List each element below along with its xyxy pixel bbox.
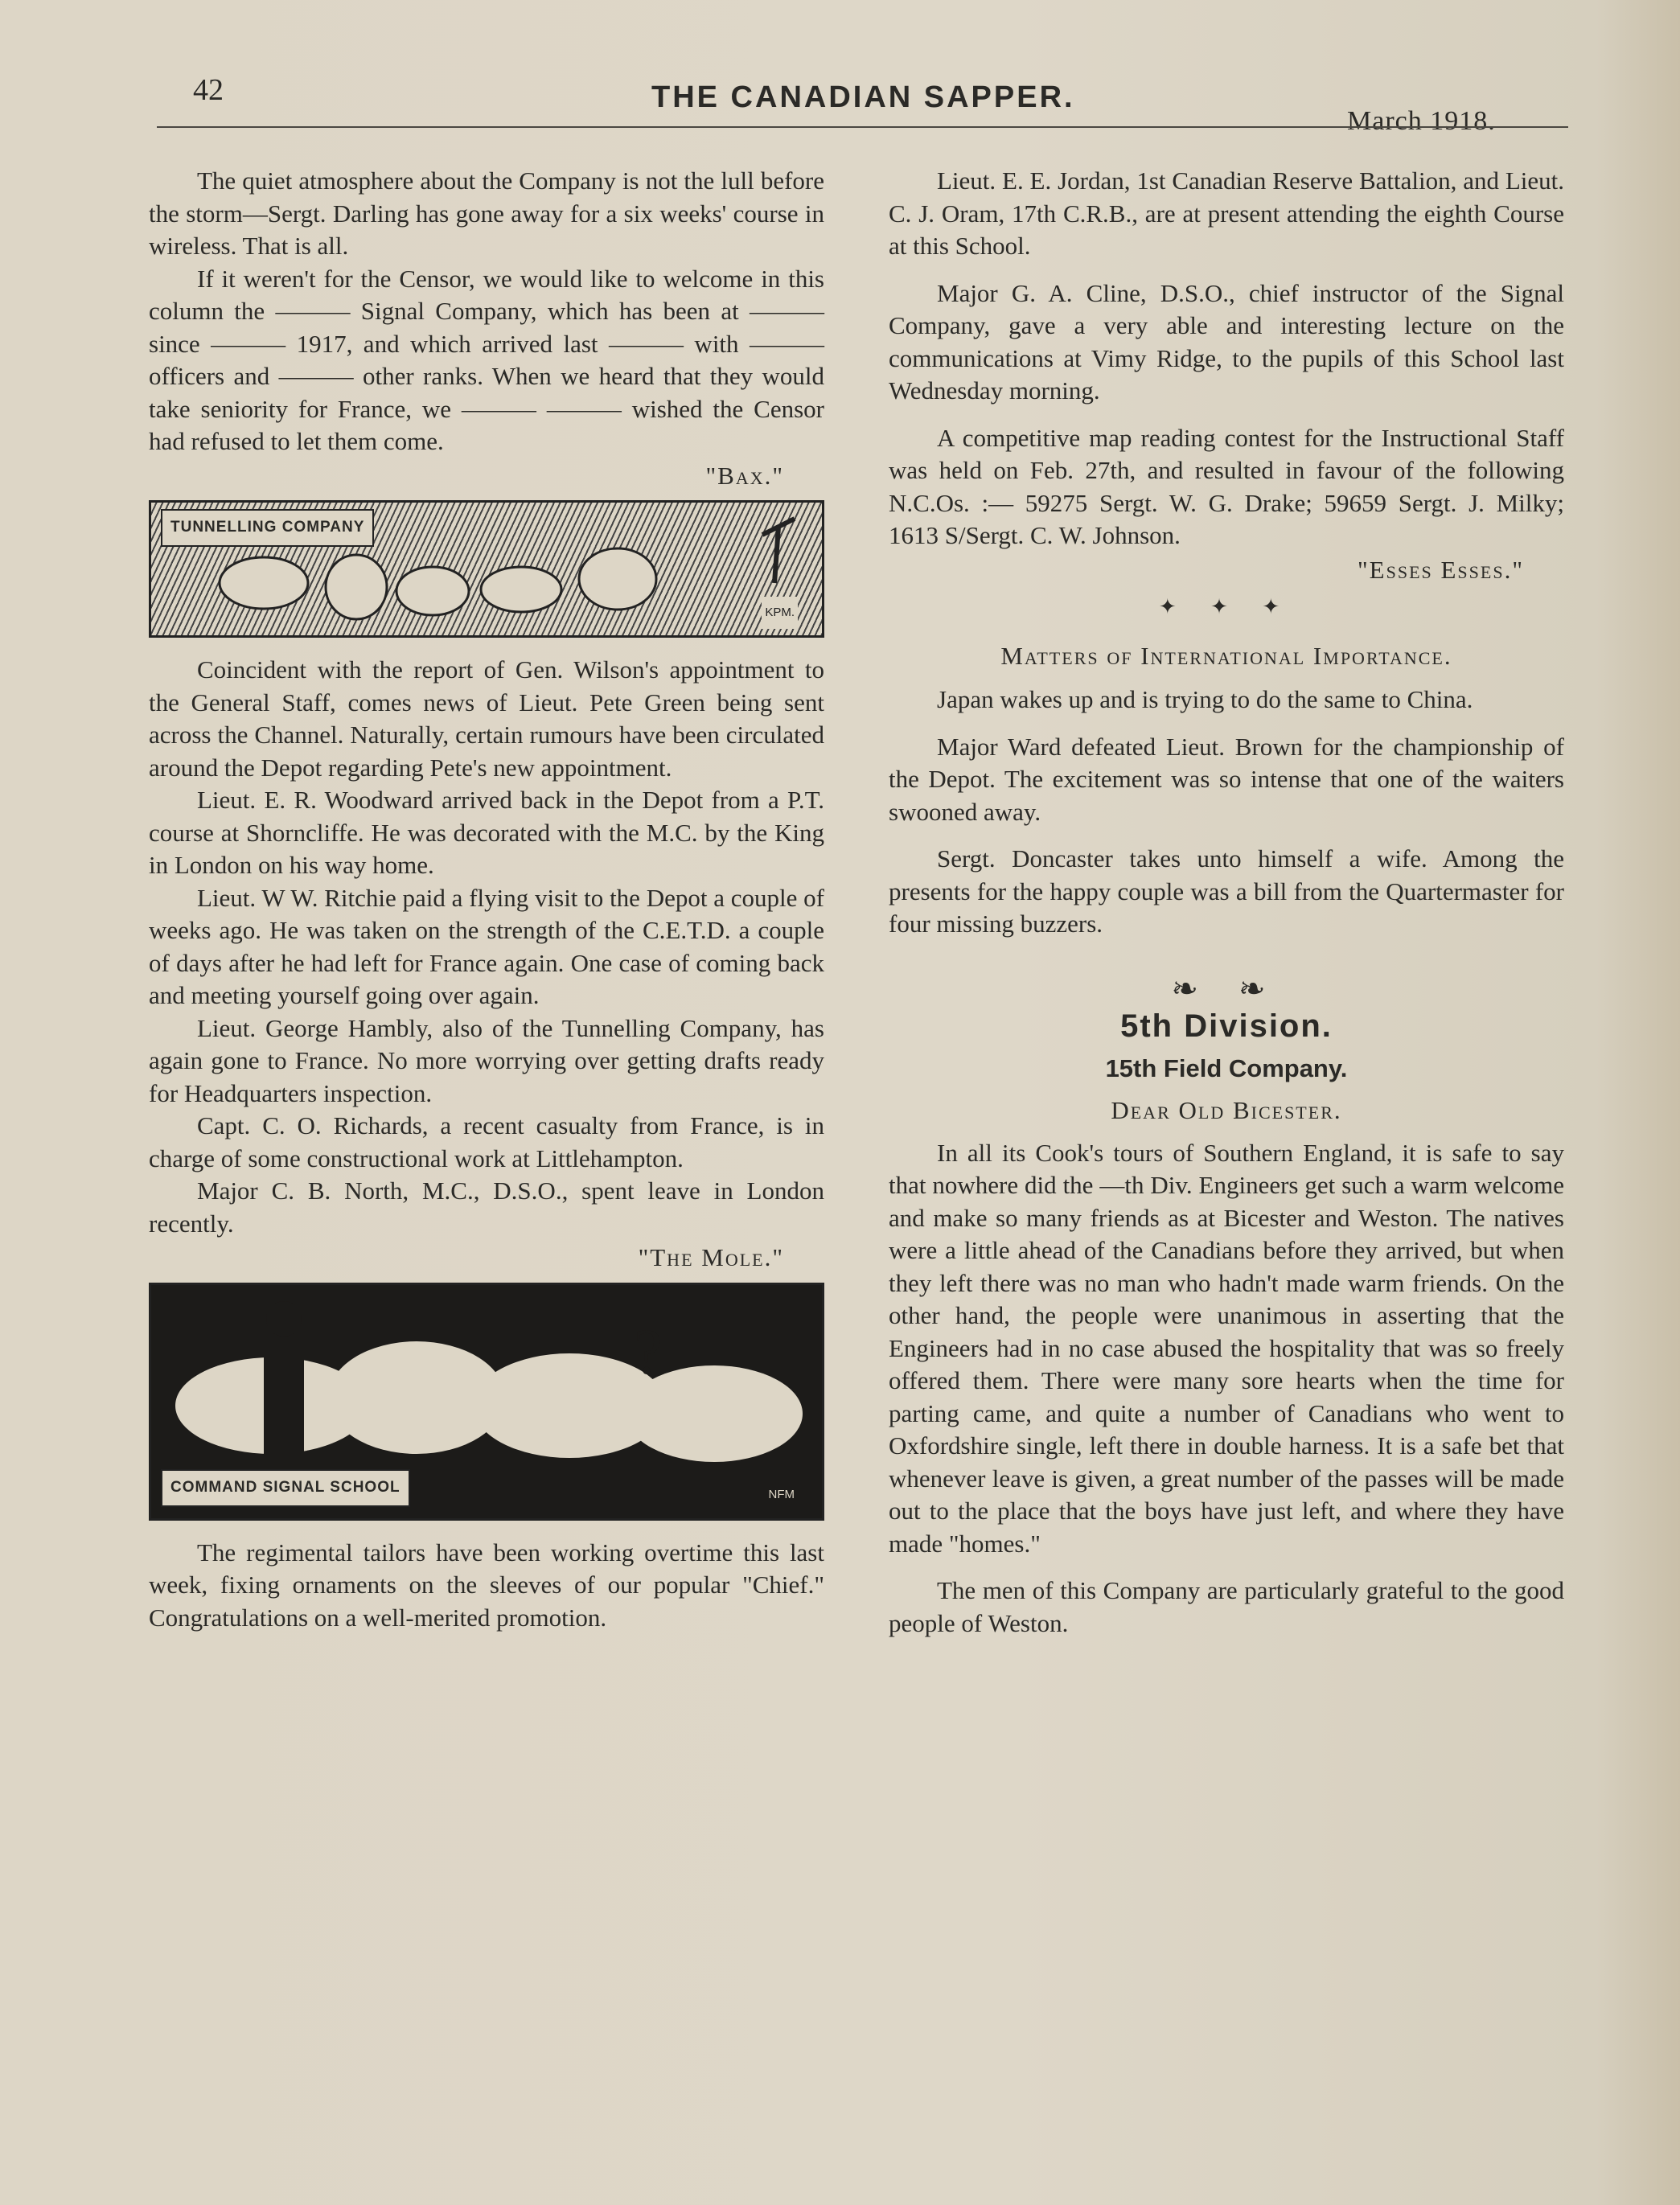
ornament-leaves: ❧ ❧ [1171, 970, 1282, 1007]
figure-shape [579, 548, 656, 610]
issue-date: March 1918. [1347, 106, 1496, 136]
paragraph: In all its Cook's tours of Southern England, it is safe to say that nowhere did the —th Div. Engineers get such a warm welcome and make so many friends as at Bicester and Weston. The natives were a little ahead of the Canadians before they arrived, but when they left there was no man who hadn't made warm friends. On the other hand, the people were unanimous in asserting that the Engineers had in no case abused the hospitality that was so freely offered them. There were many sore hearts when the time for parting came, and quite a number of Canadians who went to Oxfordshire single, left there in double harness. It is a safe bet that whenever leave is given, a great number of the passes will be made out to the place that the boys have just left, and where they have made "homes." [889, 1138, 1564, 1558]
figure-shape [266, 1301, 302, 1337]
company-title: 15th Field Company. [1105, 1053, 1348, 1082]
figure-shape [220, 557, 308, 609]
division-title: 5th Division. [1120, 1008, 1333, 1044]
salutation: Dear Old Bicester. [1111, 1096, 1342, 1124]
ornament-divider: ✦ ✦ ✦ [1158, 595, 1295, 618]
magazine-title: THE CANADIAN SAPPER. [651, 80, 1075, 114]
paragraph: If it weren't for the Censor, we would like to welcome in this column the ——— Signal Company, which has been at ——— since ——— 1917, and which arrived last ——— with ——— officers and ——— other ranks. When we heard that they would take seniority for France, we ——— ——— wished the Censor had refused to let them come. [149, 264, 824, 455]
signature-mole: "The Mole." [638, 1243, 784, 1271]
figure-shape [264, 1325, 304, 1470]
right-column [889, 165, 1564, 1640]
paragraph: Lieut. George Hambly, also of the Tunnelling Company, has again gone to France. No more worrying over getting drafts ready for Headquarters inspection. [149, 1013, 824, 1107]
artist-initials: NFM [768, 1488, 795, 1501]
paragraph: The quiet atmosphere about the Company is not the lull before the storm—Sergt. Darling has gone away for a six weeks' course in wireless. That is all. [149, 166, 824, 260]
figure-shape [326, 555, 387, 619]
signature-bax: "Bax." [705, 461, 784, 490]
paragraph: Major G. A. Cline, D.S.O., chief instructor of the Signal Company, gave a very able and interesting lecture on the communications at Vimy Ridge, to the pupils of this School last Wednesday morning. [889, 278, 1564, 404]
paragraph: Major C. B. North, M.C., D.S.O., spent leave in London recently. [149, 1176, 824, 1238]
page-number: 42 [193, 73, 224, 107]
paragraph: Sergt. Doncaster takes unto himself a wife. Among the presents for the happy couple was a bill from the Quartermaster for four missing buzzers. [889, 844, 1564, 938]
page-header [0, 64, 1680, 153]
paragraph: Lieut. E. E. Jordan, 1st Canadian Reserve Battalion, and Lieut. C. J. Oram, 17th C.R.B., are at present attending the eighth Course at this School. [889, 166, 1564, 260]
pickaxe-shape [762, 519, 795, 583]
question-mark: ? [634, 1316, 663, 1388]
artist-initials: KPM. [762, 597, 798, 630]
paragraph: Major Ward defeated Lieut. Brown for the championship of the Depot. The excitement was so intense that one of the waiters swooned away. [889, 732, 1564, 826]
section-heading: Matters of International Importance. [1000, 641, 1452, 670]
paragraph: Lieut. E. R. Woodward arrived back in the Depot from a P.T. course at Shorncliffe. He was decorated with the M.C. by the King in London on his way home. [149, 786, 824, 879]
signal-school-sign-label: COMMAND SIGNAL SCHOOL [161, 1469, 410, 1507]
signature-esses: "Esses Esses." [1358, 555, 1524, 584]
paragraph: Lieut. W W. Ritchie paid a flying visit to the Depot a couple of weeks ago. He was taken on the strength of the C.E.T.D. a couple of days after he had left for France again. One case of coming back and meeting yourself going over again. [149, 883, 824, 1009]
figure-shape [481, 567, 561, 612]
figure-shape [396, 567, 469, 615]
command-signal-school-illustration [149, 1283, 824, 1521]
paragraph: Capt. C. O. Richards, a recent casualty from France, is in charge of some constructional work at Littlehampton. [149, 1111, 824, 1172]
paragraph: A competitive map reading contest for the Instructional Staff was held on Feb. 27th, and resulted in favour of the following N.C.Os. :— 59275 Sergt. W. G. Drake; 59659 Sergt. J. Milky; 1613 S/Sergt. C. W. Johnson. [889, 423, 1564, 549]
paragraph: Japan wakes up and is trying to do the same to China. [937, 685, 1473, 713]
paragraph: The men of this Company are particularly grateful to the good people of Weston. [889, 1576, 1564, 1637]
header-rule [157, 126, 1568, 128]
tunnelling-sign-label: TUNNELLING COMPANY [161, 509, 374, 547]
paragraph: Coincident with the report of Gen. Wilson's appointment to the General Staff, comes news of Lieut. Pete Green being sent across the Channel. Naturally, certain rumours have been circulated around the Depot regarding Pete's new appointment. [149, 655, 824, 782]
paragraph: The regimental tailors have been working overtime this last week, fixing ornaments on the sleeves of our popular "Chief." Congratulations on a well-merited promotion. [149, 1538, 824, 1632]
tunnelling-company-illustration [149, 500, 824, 638]
left-column [149, 165, 824, 1634]
